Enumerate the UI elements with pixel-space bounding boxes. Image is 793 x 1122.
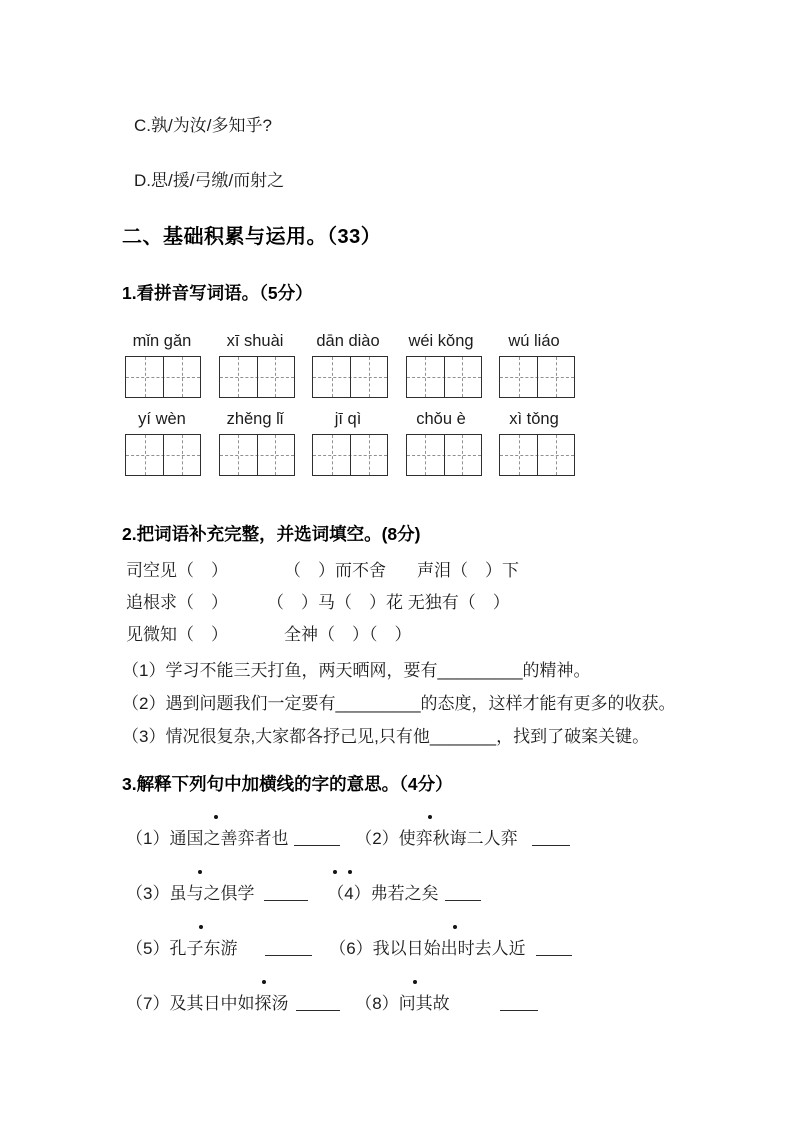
pinyin-row-2 xyxy=(125,410,743,429)
fill-item: （3）情况很复杂,大家都各抒己见,只有他_______，找到了破案关键。 xyxy=(122,727,650,746)
q3-item: （6）我以日始出时去人近 xyxy=(329,939,526,958)
writing-box[interactable] xyxy=(125,356,201,398)
emphasis-dot xyxy=(348,870,352,874)
pinyin-label: xī shuài xyxy=(226,332,284,350)
idiom-phrase: 声泪（ ）下 xyxy=(417,561,519,580)
writing-box[interactable] xyxy=(406,356,482,398)
answer-blank[interactable] xyxy=(532,831,570,846)
section-header: 二、基础积累与运用。（33） xyxy=(122,226,382,248)
q3-row xyxy=(126,993,743,1015)
fill-item: （1）学习不能三天打鱼，两天晒网，要有_________的精神。 xyxy=(122,661,591,680)
answer-blank[interactable] xyxy=(445,886,481,901)
emphasis-dot xyxy=(428,815,432,819)
pinyin-label: wéi kǒng xyxy=(408,332,474,350)
pinyin-label: zhěng lǐ xyxy=(226,410,284,428)
emphasis-dot xyxy=(262,980,266,984)
idiom-phrase: （ ）而不舍 xyxy=(284,561,386,580)
q3-item: （1）通国之善弈者也 xyxy=(126,829,289,848)
q3-item: （5）孔子东游 xyxy=(126,939,238,958)
pinyin-label: dān diào xyxy=(316,332,380,350)
idiom-row xyxy=(126,592,743,614)
idiom-row xyxy=(126,560,743,582)
q3-item: （7）及其日中如探汤 xyxy=(126,994,289,1013)
writing-box-row-2 xyxy=(125,434,743,476)
q3-item: （8）问其故 xyxy=(355,994,450,1013)
emphasis-dot xyxy=(413,980,417,984)
writing-box-row-1 xyxy=(125,356,743,398)
writing-box[interactable] xyxy=(312,434,388,476)
idiom-phrase: 司空见（ ） xyxy=(126,561,228,580)
idiom-phrase: 见微知（ ） xyxy=(126,625,228,644)
pinyin-label: wú liáo xyxy=(508,332,560,350)
fill-item: （2）遇到问题我们一定要有_________的态度，这样才能有更多的收获。 xyxy=(122,694,676,713)
q3-item: （3）虽与之俱学 xyxy=(126,884,255,903)
writing-box[interactable] xyxy=(219,356,295,398)
answer-blank[interactable] xyxy=(264,886,308,901)
writing-box[interactable] xyxy=(499,434,575,476)
q3-row xyxy=(126,938,743,960)
emphasis-dot xyxy=(214,815,218,819)
emphasis-dot xyxy=(199,925,203,929)
pinyin-label: chǒu è xyxy=(416,410,466,428)
q3-row xyxy=(126,883,743,905)
answer-blank[interactable] xyxy=(294,831,340,846)
answer-blank[interactable] xyxy=(296,996,340,1011)
answer-blank[interactable] xyxy=(265,941,312,956)
idiom-phrase: （ ）马（ ）花 无独有（ ） xyxy=(267,593,510,612)
q2-title: 2.把词语补充完整，并选词填空。(8分) xyxy=(122,524,421,544)
answer-blank[interactable] xyxy=(536,941,572,956)
option-d: D.思/援/弓缴/而射之 xyxy=(134,171,285,190)
writing-box[interactable] xyxy=(312,356,388,398)
option-c: C.孰/为汝/多知乎? xyxy=(134,116,272,135)
writing-box[interactable] xyxy=(219,434,295,476)
q3-item: （4）弗若之矣 xyxy=(327,884,439,903)
writing-box[interactable] xyxy=(499,356,575,398)
emphasis-dot xyxy=(333,870,337,874)
q3-item: （2）使弈秋诲二人弈 xyxy=(355,829,518,848)
pinyin-label: yí wèn xyxy=(138,410,186,428)
writing-box[interactable] xyxy=(406,434,482,476)
q3-row xyxy=(126,828,743,850)
idiom-phrase: 追根求（ ） xyxy=(126,593,228,612)
pinyin-row-1 xyxy=(125,332,743,351)
q3-title: 3.解释下列句中加横线的字的意思。（4分） xyxy=(122,774,453,794)
answer-blank[interactable] xyxy=(500,996,538,1011)
pinyin-label: jī qì xyxy=(334,410,362,428)
pinyin-label: mǐn gǎn xyxy=(132,332,192,350)
pinyin-label: xì tǒng xyxy=(509,410,559,428)
emphasis-dot xyxy=(453,925,457,929)
idiom-phrase: 全神（ ）（ ） xyxy=(284,625,412,644)
emphasis-dot xyxy=(198,870,202,874)
idiom-row xyxy=(126,624,743,646)
q1-title: 1.看拼音写词语。（5分） xyxy=(122,283,313,303)
writing-box[interactable] xyxy=(125,434,201,476)
